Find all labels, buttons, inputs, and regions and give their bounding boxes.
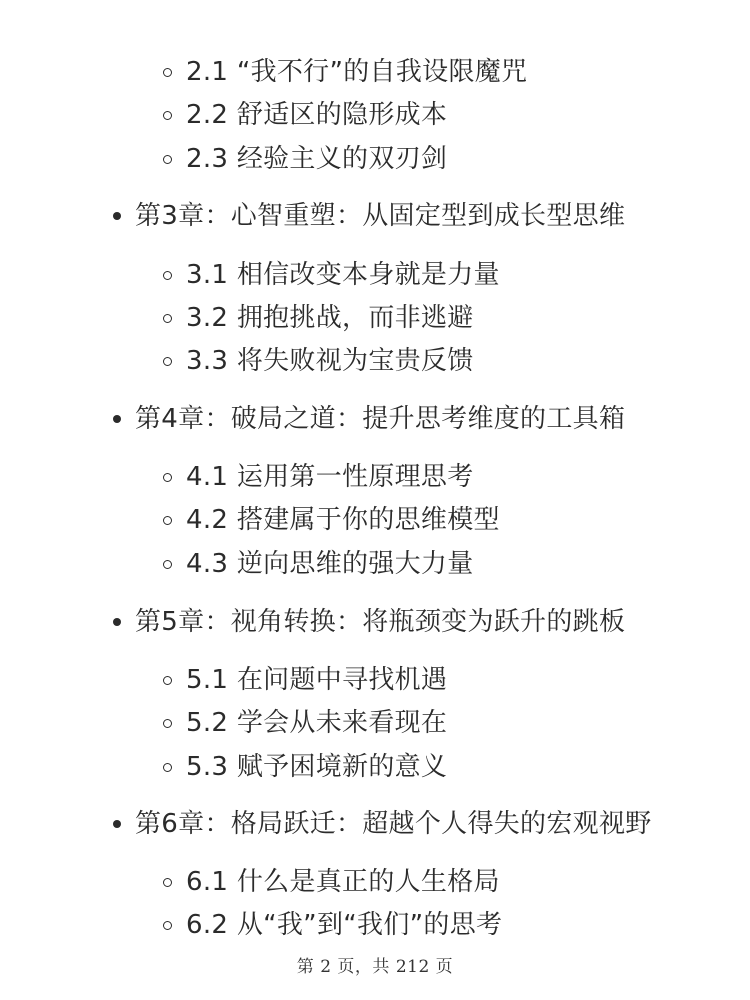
filled-bullet-icon [113,618,121,626]
filled-bullet-icon [113,212,121,220]
section-text: 4.3 逆向思维的强大力量 [186,549,474,579]
section-text: 3.2 拥抱挑战，而非逃避 [186,303,474,333]
hollow-bullet-icon [163,719,172,728]
chapter-text: 第6章：格局跃迁：超越个人得失的宏观视野 [135,809,652,839]
section-text: 2.3 经验主义的双刃剑 [186,144,448,174]
outline-section-item [163,55,527,89]
outline-section-item [163,706,447,740]
section-text: 3.1 相信改变本身就是力量 [186,260,500,290]
hollow-bullet-icon [163,357,172,366]
hollow-bullet-icon [163,763,172,772]
outline-section-item [163,547,474,581]
filled-bullet-icon [113,415,121,423]
outline-section-item [163,750,447,784]
outline-chapter-item [113,402,625,436]
outline-section-item [163,98,447,132]
outline-section-item [163,663,447,697]
outline-section-item [163,258,500,292]
section-text: 6.1 什么是真正的人生格局 [186,867,500,897]
section-text: 3.3 将失败视为宝贵反馈 [186,346,474,376]
section-text: 4.2 搭建属于你的思维模型 [186,505,500,535]
outline-section-item [163,142,447,176]
outline-section-item [163,301,474,335]
outline-chapter-item [113,605,625,639]
section-text: 2.2 舒适区的隐形成本 [186,100,448,130]
hollow-bullet-icon [163,921,172,930]
section-text: 5.3 赋予困境新的意义 [186,752,448,782]
chapter-text: 第3章：心智重塑：从固定型到成长型思维 [135,201,626,231]
hollow-bullet-icon [163,878,172,887]
chapter-text: 第4章：破局之道：提升思考维度的工具箱 [135,404,626,434]
hollow-bullet-icon [163,560,172,569]
hollow-bullet-icon [163,516,172,525]
hollow-bullet-icon [163,155,172,164]
outline-section-item [163,503,500,537]
section-text: 6.2 从“我”到“我们”的思考 [186,910,503,940]
outline-section-item [163,460,474,494]
outline-chapter-item [113,807,652,841]
page-number-footer: 第 2 页，共 212 页 [296,957,454,977]
section-text: 4.1 运用第一性原理思考 [186,462,474,492]
hollow-bullet-icon [163,111,172,120]
section-text: 5.2 学会从未来看现在 [186,708,448,738]
outline-section-item [163,865,500,899]
hollow-bullet-icon [163,68,172,77]
outline-section-item [163,344,474,378]
chapter-text: 第5章：视角转换：将瓶颈变为跃升的跳板 [135,607,626,637]
hollow-bullet-icon [163,271,172,280]
hollow-bullet-icon [163,676,172,685]
hollow-bullet-icon [163,473,172,482]
filled-bullet-icon [113,820,121,828]
section-text: 5.1 在问题中寻找机遇 [186,665,448,695]
outline-section-item [163,908,502,942]
hollow-bullet-icon [163,314,172,323]
section-text: 2.1 “我不行”的自我设限魔咒 [186,57,528,87]
outline-chapter-item [113,199,625,233]
